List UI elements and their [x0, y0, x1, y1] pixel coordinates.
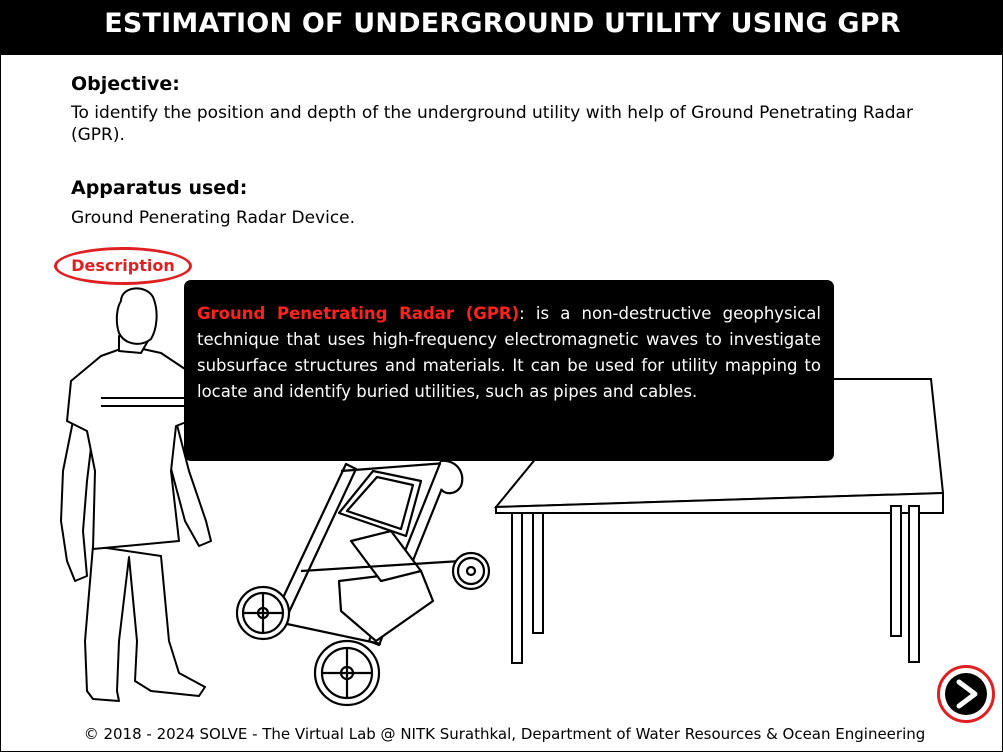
apparatus-heading: Apparatus used:	[71, 177, 248, 199]
description-tooltip	[184, 280, 834, 461]
page-title: ESTIMATION OF UNDERGROUND UTILITY USING GPR	[1, 1, 1003, 55]
objective-text: To identify the position and depth of the underground utility with help of Ground Penetrating Radar (GPR).	[71, 103, 913, 145]
objective-heading: Objective:	[71, 73, 180, 95]
tooltip-highlight: Ground Penetrating Radar (GPR)	[197, 304, 520, 323]
footer-copyright: © 2018 - 2024 SOLVE - The Virtual Lab @ NITK Surathkal, Department of Water Resources & Ocean Engineering	[83, 725, 926, 743]
gpr-cart-illustration	[237, 461, 489, 705]
apparatus-text: Ground Penerating Radar Device.	[71, 208, 356, 228]
next-button-disc	[945, 673, 987, 715]
next-button[interactable]	[937, 665, 995, 723]
next-arrow-icon	[945, 673, 987, 715]
description-button[interactable]: Description	[54, 247, 192, 285]
tooltip-text: : is a non-destructive geophysical technique that uses high-frequency electromagnetic waves to investigate subsurface structures and materials. It can be used for utility mapping to locate and identify buried utilities, such as pipes and cables.	[197, 304, 821, 401]
